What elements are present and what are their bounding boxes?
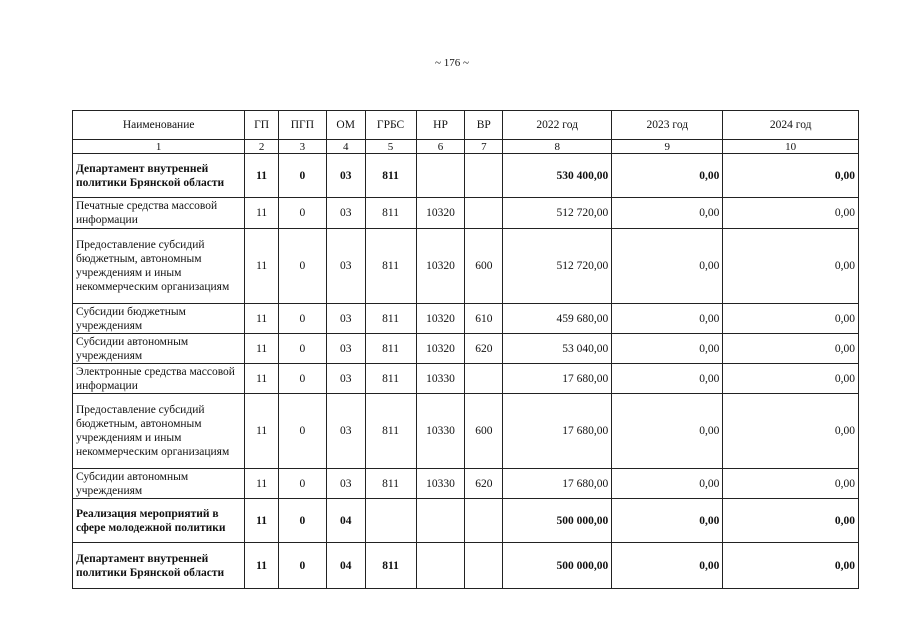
row-vr (465, 154, 503, 198)
row-2023: 0,00 (612, 394, 723, 469)
row-2024: 0,00 (723, 364, 859, 394)
row-gp: 11 (245, 469, 279, 499)
header-pgp: ПГП (278, 111, 326, 140)
row-name: Электронные средства массовой информации (73, 364, 245, 394)
row-gp: 11 (245, 229, 279, 304)
table-row (73, 364, 859, 394)
page-number: ~ 176 ~ (435, 57, 469, 69)
table-row (73, 198, 859, 229)
row-name: Предоставление субсидий бюджетным, автономным учреждениям и иным некоммерческим организациям (73, 229, 245, 304)
header-grbs: ГРБС (365, 111, 416, 140)
row-2022: 530 400,00 (503, 154, 612, 198)
row-gp: 11 (245, 499, 279, 543)
header-2022: 2022 год (503, 111, 612, 140)
row-pgp: 0 (278, 364, 326, 394)
row-vr (465, 364, 503, 394)
header-vr: ВР (465, 111, 503, 140)
table-row (73, 334, 859, 364)
row-2023: 0,00 (612, 469, 723, 499)
row-gp: 11 (245, 543, 279, 589)
row-2023: 0,00 (612, 364, 723, 394)
column-number: 4 (326, 140, 365, 154)
row-2022: 512 720,00 (503, 198, 612, 229)
header-name: Наименование (73, 111, 245, 140)
row-2024: 0,00 (723, 334, 859, 364)
budget-table (72, 110, 859, 589)
row-om: 03 (326, 154, 365, 198)
row-2024: 0,00 (723, 499, 859, 543)
header-om: ОМ (326, 111, 365, 140)
row-gp: 11 (245, 304, 279, 334)
row-pgp: 0 (278, 198, 326, 229)
row-2022: 17 680,00 (503, 364, 612, 394)
header-2024: 2024 год (723, 111, 859, 140)
row-om: 03 (326, 364, 365, 394)
row-vr: 600 (465, 394, 503, 469)
row-grbs (365, 499, 416, 543)
row-vr (465, 499, 503, 543)
row-vr: 620 (465, 334, 503, 364)
row-2023: 0,00 (612, 229, 723, 304)
row-2023: 0,00 (612, 499, 723, 543)
table-row (73, 499, 859, 543)
column-number-row (73, 140, 859, 154)
row-2024: 0,00 (723, 543, 859, 589)
row-2023: 0,00 (612, 304, 723, 334)
row-2022: 512 720,00 (503, 229, 612, 304)
column-number: 5 (365, 140, 416, 154)
row-name: Субсидии бюджетным учреждениям (73, 304, 245, 334)
table-row (73, 469, 859, 499)
row-2023: 0,00 (612, 334, 723, 364)
row-nr (416, 154, 465, 198)
row-2024: 0,00 (723, 469, 859, 499)
row-name: Реализация мероприятий в сфере молодежной политики (73, 499, 245, 543)
row-2022: 53 040,00 (503, 334, 612, 364)
header-nr: НР (416, 111, 465, 140)
row-gp: 11 (245, 198, 279, 229)
table-row (73, 394, 859, 469)
row-nr (416, 543, 465, 589)
row-2022: 459 680,00 (503, 304, 612, 334)
column-number: 3 (278, 140, 326, 154)
column-number: 7 (465, 140, 503, 154)
row-pgp: 0 (278, 334, 326, 364)
row-2022: 17 680,00 (503, 394, 612, 469)
row-grbs: 811 (365, 543, 416, 589)
row-nr: 10320 (416, 229, 465, 304)
table-row (73, 304, 859, 334)
row-nr: 10320 (416, 198, 465, 229)
row-2023: 0,00 (612, 198, 723, 229)
row-om: 04 (326, 499, 365, 543)
row-grbs: 811 (365, 394, 416, 469)
header-row (73, 111, 859, 140)
column-number: 1 (73, 140, 245, 154)
table-row (73, 229, 859, 304)
column-number: 6 (416, 140, 465, 154)
row-2024: 0,00 (723, 154, 859, 198)
row-name: Предоставление субсидий бюджетным, автономным учреждениям и иным некоммерческим организациям (73, 394, 245, 469)
row-pgp: 0 (278, 543, 326, 589)
row-vr: 620 (465, 469, 503, 499)
row-pgp: 0 (278, 154, 326, 198)
row-name: Департамент внутренней политики Брянской области (73, 543, 245, 589)
row-om: 04 (326, 543, 365, 589)
row-gp: 11 (245, 334, 279, 364)
row-gp: 11 (245, 154, 279, 198)
row-2022: 17 680,00 (503, 469, 612, 499)
row-name: Департамент внутренней политики Брянской области (73, 154, 245, 198)
row-grbs: 811 (365, 364, 416, 394)
row-gp: 11 (245, 394, 279, 469)
row-grbs: 811 (365, 304, 416, 334)
row-grbs: 811 (365, 229, 416, 304)
row-pgp: 0 (278, 469, 326, 499)
row-2023: 0,00 (612, 154, 723, 198)
header-2023: 2023 год (612, 111, 723, 140)
row-grbs: 811 (365, 469, 416, 499)
row-2024: 0,00 (723, 198, 859, 229)
row-pgp: 0 (278, 304, 326, 334)
row-gp: 11 (245, 364, 279, 394)
row-om: 03 (326, 198, 365, 229)
row-om: 03 (326, 304, 365, 334)
table-row (73, 543, 859, 589)
row-name: Субсидии автономным учреждениям (73, 334, 245, 364)
row-grbs: 811 (365, 154, 416, 198)
row-pgp: 0 (278, 229, 326, 304)
row-vr: 600 (465, 229, 503, 304)
column-number: 10 (723, 140, 859, 154)
row-pgp: 0 (278, 499, 326, 543)
row-om: 03 (326, 469, 365, 499)
row-om: 03 (326, 229, 365, 304)
row-nr: 10320 (416, 304, 465, 334)
row-om: 03 (326, 334, 365, 364)
row-2022: 500 000,00 (503, 543, 612, 589)
row-nr: 10330 (416, 394, 465, 469)
column-number: 8 (503, 140, 612, 154)
row-vr (465, 543, 503, 589)
row-2024: 0,00 (723, 229, 859, 304)
row-nr: 10320 (416, 334, 465, 364)
row-pgp: 0 (278, 394, 326, 469)
row-2022: 500 000,00 (503, 499, 612, 543)
row-2024: 0,00 (723, 394, 859, 469)
table-row (73, 154, 859, 198)
row-nr: 10330 (416, 469, 465, 499)
row-nr: 10330 (416, 364, 465, 394)
column-number: 2 (245, 140, 279, 154)
column-number: 9 (612, 140, 723, 154)
header-gp: ГП (245, 111, 279, 140)
row-grbs: 811 (365, 198, 416, 229)
row-om: 03 (326, 394, 365, 469)
row-vr: 610 (465, 304, 503, 334)
row-2024: 0,00 (723, 304, 859, 334)
row-name: Субсидии автономным учреждениям (73, 469, 245, 499)
row-vr (465, 198, 503, 229)
row-2023: 0,00 (612, 543, 723, 589)
row-nr (416, 499, 465, 543)
row-name: Печатные средства массовой информации (73, 198, 245, 229)
row-grbs: 811 (365, 334, 416, 364)
